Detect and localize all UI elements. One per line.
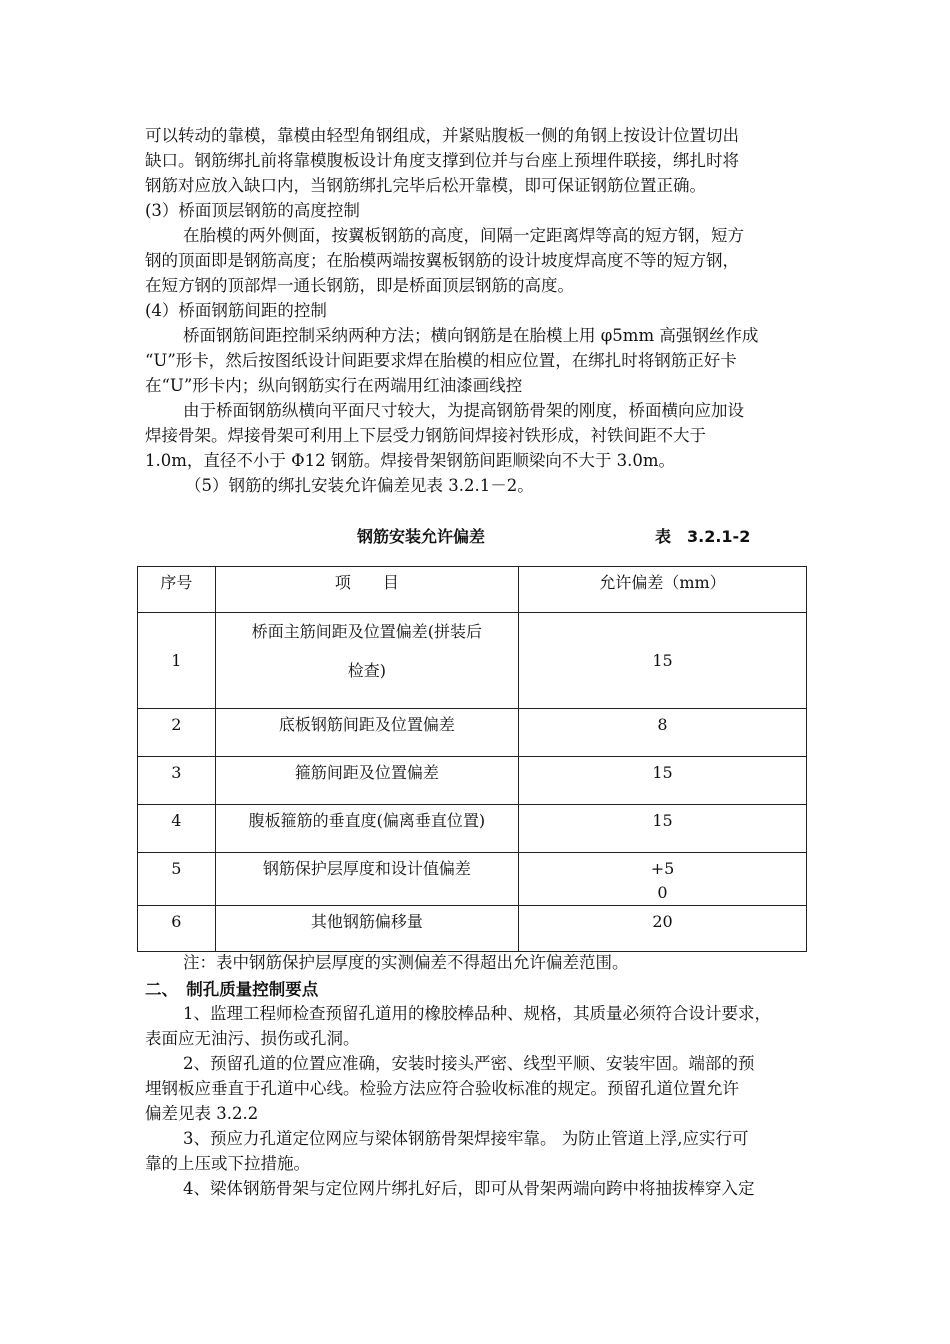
paragraph-line: 在“U”形卡内；纵向钢筋实行在两端用红油漆画线控 bbox=[145, 376, 523, 395]
cell-no: 1 bbox=[138, 613, 216, 709]
paragraph-line: 钢筋对应放入缺口内，当钢筋绑扎完毕后松开靠模，即可保证钢筋位置正确。 bbox=[145, 176, 706, 195]
subheading-4: (4）桥面钢筋间距的控制 bbox=[145, 301, 327, 320]
paragraph-line: 埋钢板应垂直于孔道中心线。检验方法应符合验收标准的规定。预留孔道位置允许 bbox=[145, 1079, 739, 1098]
table-note: 注：表中钢筋保护层厚度的实测偏差不得超出允许偏差范围。 bbox=[183, 953, 629, 972]
header-tolerance: 允许偏差（mm） bbox=[519, 567, 807, 613]
cell-item: 腹板箍筋的垂直度(偏离垂直位置) bbox=[215, 805, 518, 853]
table-row bbox=[138, 853, 807, 906]
table-header-row bbox=[138, 567, 807, 613]
cell-value: 15 bbox=[519, 805, 807, 853]
cell-item: 箍筋间距及位置偏差 bbox=[215, 757, 518, 805]
paragraph-line: 1、监理工程师检查预留孔道用的橡胶棒品种、规格，其质量必须符合设计要求， bbox=[183, 1004, 771, 1023]
paragraph-line: 1.0m，直径不小于 Φ12 钢筋。焊接骨架钢筋间距顺梁向不大于 3.0m。 bbox=[145, 451, 676, 470]
subheading-3: (3）桥面顶层钢筋的高度控制 bbox=[145, 201, 360, 220]
cell-no: 6 bbox=[138, 906, 216, 952]
table-row bbox=[138, 757, 807, 805]
cell-item: 其他钢筋偏移量 bbox=[215, 906, 518, 952]
table-caption-title: 钢筋安装允许偏差 bbox=[357, 527, 486, 546]
cell-no: 4 bbox=[138, 805, 216, 853]
cell-no: 3 bbox=[138, 757, 216, 805]
cell-item: 底板钢筋间距及位置偏差 bbox=[215, 709, 518, 757]
cell-item bbox=[215, 613, 518, 709]
cell-item-line: 检查) bbox=[347, 661, 386, 680]
paragraph-line: 在短方钢的顶部焊一通长钢筋，即是桥面顶层钢筋的高度。 bbox=[145, 276, 574, 295]
table-row bbox=[138, 613, 807, 709]
paragraph-line: 钢的顶面即是钢筋高度；在胎模两端按翼板钢筋的设计坡度焊高度不等的短方钢， bbox=[145, 251, 739, 270]
paragraph-line: 偏差见表 3.2.2 bbox=[145, 1104, 259, 1123]
table-row bbox=[138, 805, 807, 853]
cell-value: 15 bbox=[519, 757, 807, 805]
paragraph-line: 4、梁体钢筋骨架与定位网片绑扎好后，即可从骨架两端向跨中将抽拔棒穿入定 bbox=[183, 1179, 755, 1198]
paragraph-line: 焊接骨架。焊接骨架可利用上下层受力钢筋间焊接衬铁形成，衬铁间距不大于 bbox=[145, 426, 706, 445]
paragraph-line: 3、预应力孔道定位网应与梁体钢筋骨架焊接牢靠。 为防止管道上浮,应实行可 bbox=[183, 1129, 749, 1148]
cell-value-line: 0 bbox=[657, 883, 668, 902]
header-no: 序号 bbox=[138, 567, 216, 613]
cell-item-line: 桥面主筋间距及位置偏差(拼装后 bbox=[251, 622, 482, 641]
paragraph-line: 表面应无油污、损伤或孔洞。 bbox=[145, 1029, 360, 1048]
cell-value: 20 bbox=[519, 906, 807, 952]
cell-no: 5 bbox=[138, 853, 216, 906]
paragraph-line: （5）钢筋的绑扎安装允许偏差见表 3.2.1－2。 bbox=[185, 476, 534, 495]
cell-item: 钢筋保护层厚度和设计值偏差 bbox=[215, 853, 518, 906]
paragraph-line: 桥面钢筋间距控制采纳两种方法；横向钢筋是在胎模上用 φ5mm 高强钢丝作成 bbox=[183, 326, 759, 345]
cell-no: 2 bbox=[138, 709, 216, 757]
cell-value-line: +5 bbox=[650, 859, 675, 878]
cell-value: 8 bbox=[519, 709, 807, 757]
paragraph-line: 缺口。钢筋绑扎前将靠模腹板设计角度支撑到位并与台座上预埋件联接，绑扎时将 bbox=[145, 151, 739, 170]
deviation-table bbox=[137, 566, 807, 952]
paragraph-line: “U”形卡，然后按图纸设计间距要求焊在胎模的相应位置，在绑扎时将钢筋正好卡 bbox=[145, 351, 737, 370]
paragraph-line: 在胎模的两外侧面，按翼板钢筋的高度，间隔一定距离焊等高的短方钢，短方 bbox=[183, 226, 744, 245]
table-caption-number: 表 3.2.1-2 bbox=[655, 527, 751, 546]
paragraph-line: 2、预留孔道的位置应准确，安装时接头严密、线型平顺、安装牢固。端部的预 bbox=[183, 1054, 755, 1073]
paragraph-line: 靠的上压或下拉措施。 bbox=[145, 1154, 310, 1173]
table-row bbox=[138, 709, 807, 757]
table-row bbox=[138, 906, 807, 952]
paragraph-line: 可以转动的靠模，靠模由轻型角钢组成，并紧贴腹板一侧的角钢上按设计位置切出 bbox=[145, 126, 739, 145]
paragraph-line: 由于桥面钢筋纵横向平面尺寸较大，为提高钢筋骨架的刚度，桥面横向应加设 bbox=[183, 401, 744, 420]
cell-value: 15 bbox=[519, 613, 807, 709]
header-item: 项 目 bbox=[215, 567, 518, 613]
cell-value bbox=[519, 853, 807, 906]
section-heading: 二、 制孔质量控制要点 bbox=[145, 980, 319, 999]
